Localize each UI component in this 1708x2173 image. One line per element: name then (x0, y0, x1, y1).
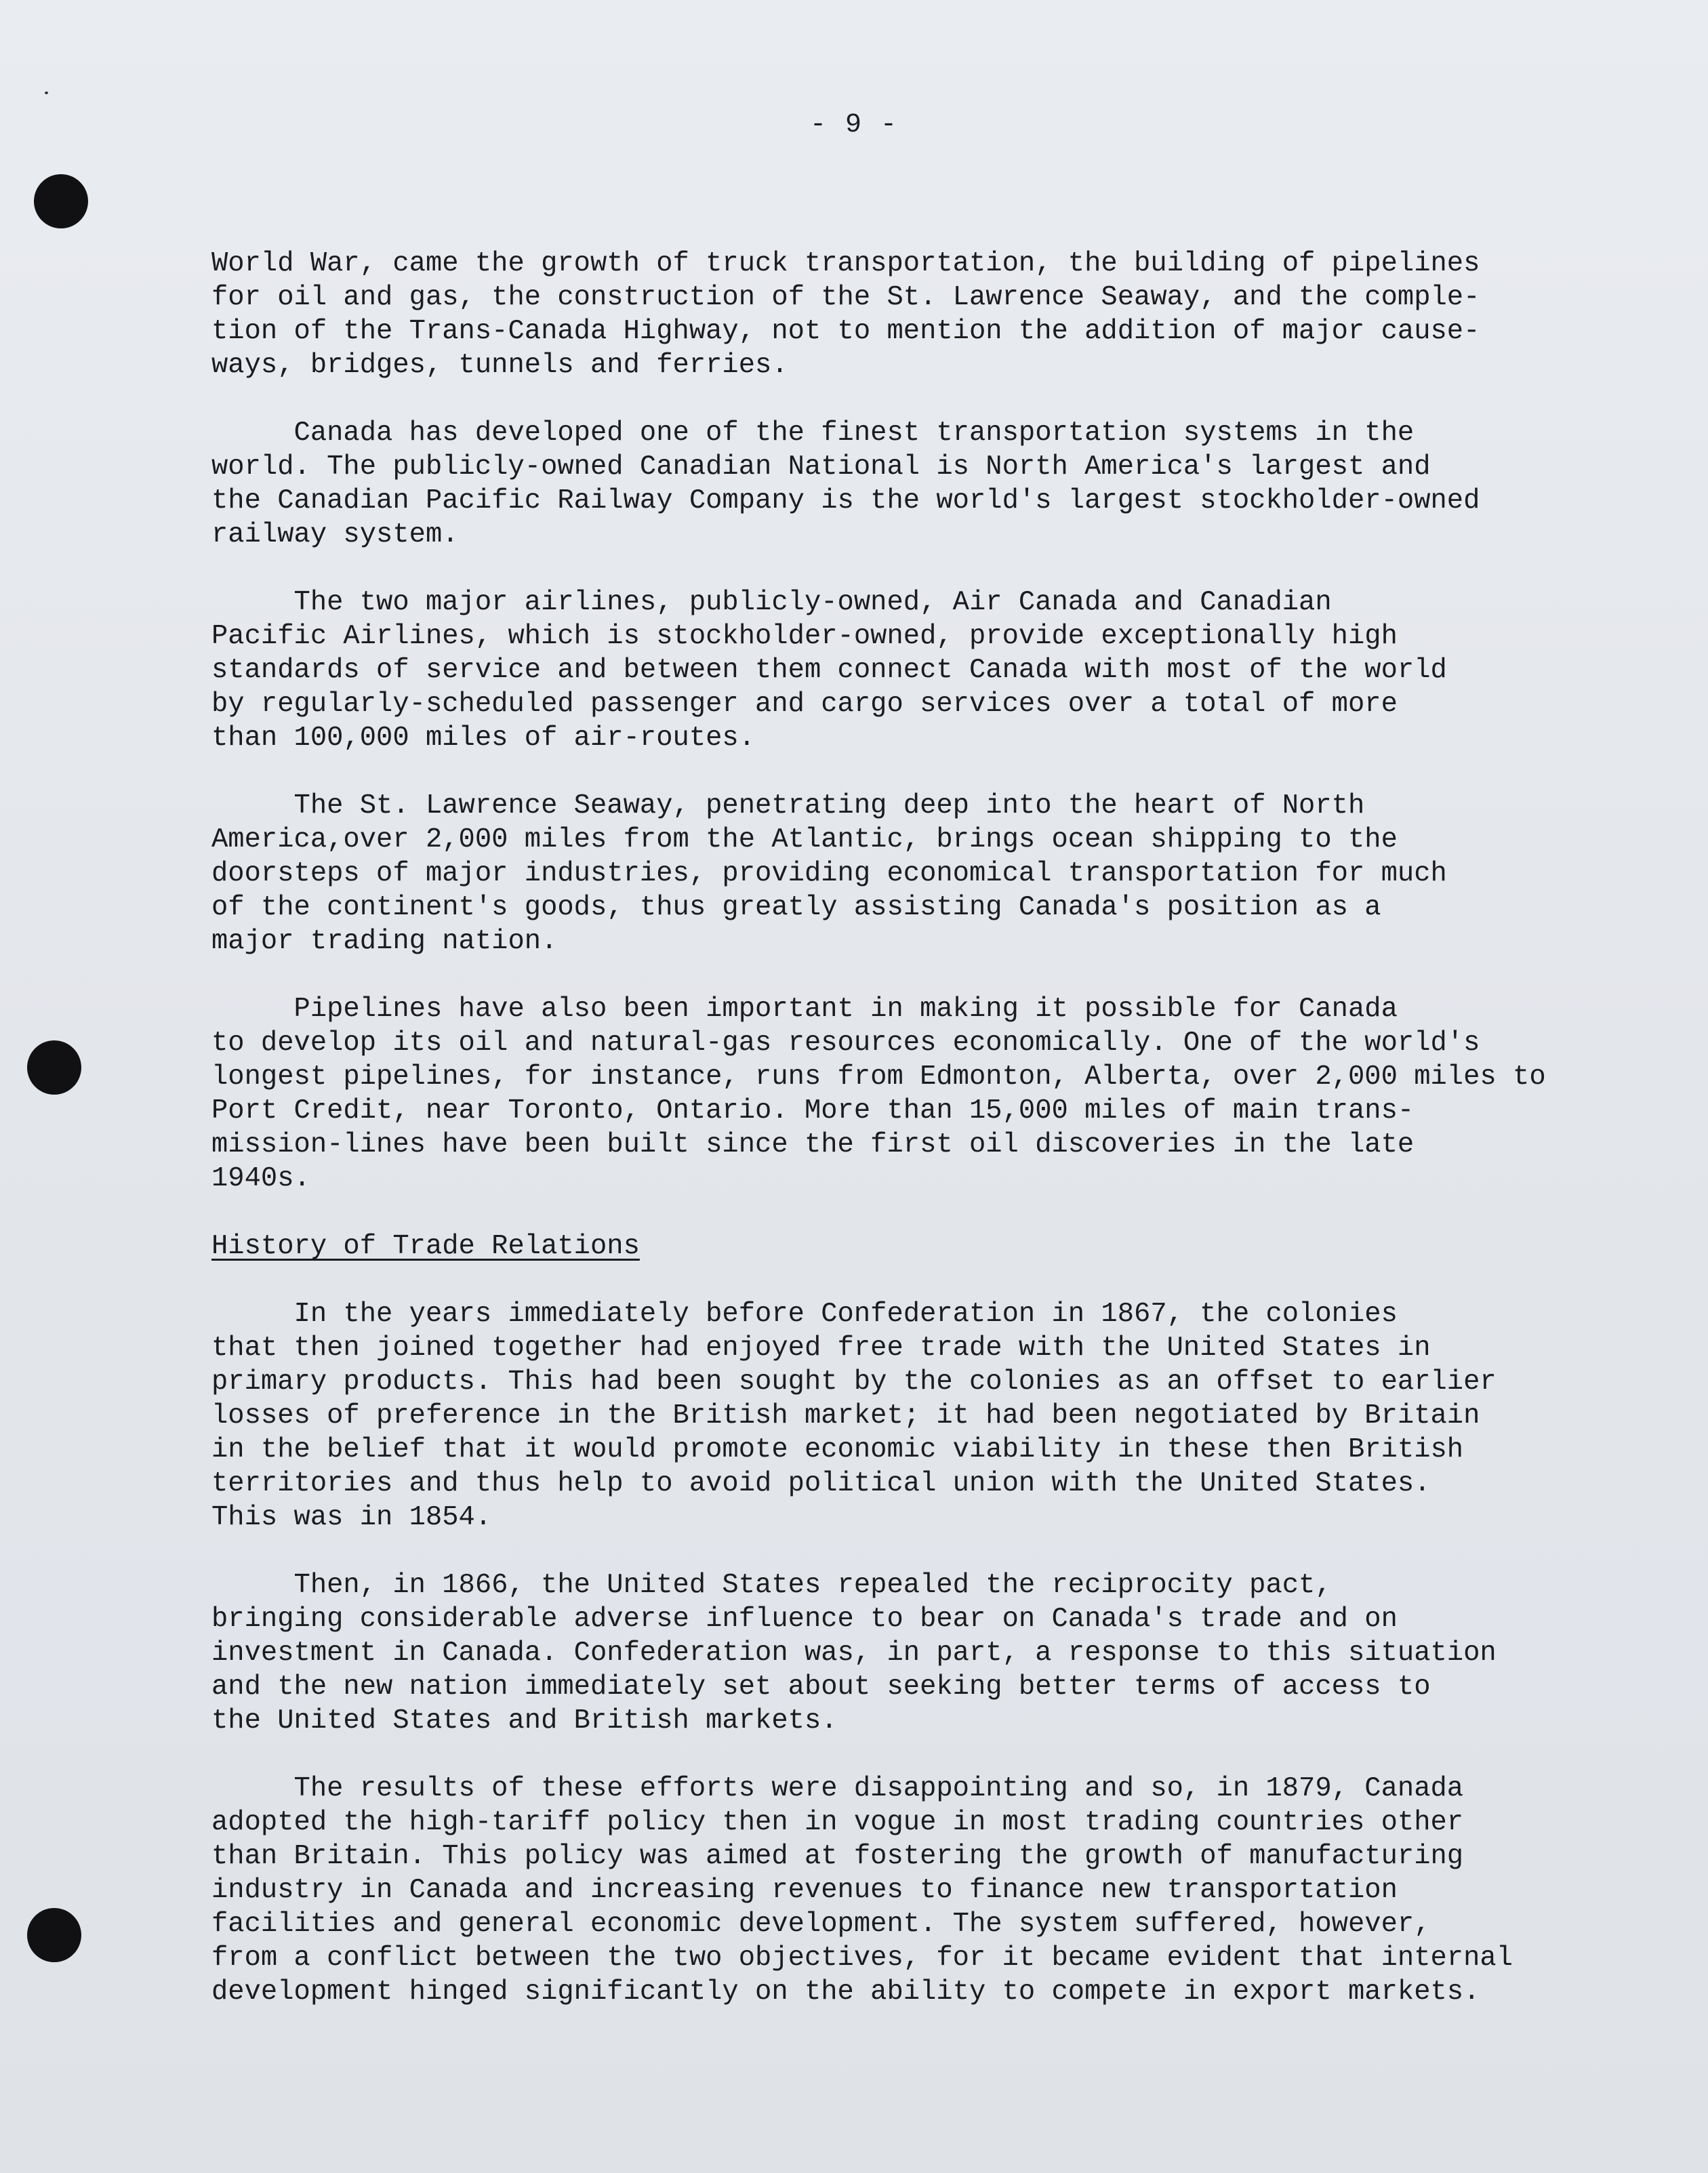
text-line: World War, came the growth of truck transportation, the building of pipelines (211, 248, 1480, 279)
text-line: primary products. This had been sought by the colonies as an offset to earlier (211, 1366, 1497, 1398)
text-line: standards of service and between them connect Canada with most of the world (211, 655, 1447, 686)
text-line: Then, in 1866, the United States repealed the reciprocity pact, (211, 1570, 1332, 1601)
text-line: This was in 1854. (211, 1502, 492, 1533)
text-line: losses of preference in the British market; it had been negotiated by Britain (211, 1400, 1480, 1431)
binder-hole-middle (27, 1040, 81, 1095)
text-line: railway system. (211, 519, 459, 550)
text-line: doorsteps of major industries, providing economical transportation for much (211, 858, 1447, 889)
text-line: In the years immediately before Confederation in 1867, the colonies (211, 1299, 1398, 1330)
text-line: bringing considerable adverse influence to bear on Canada's trade and on (211, 1604, 1398, 1635)
text-line: investment in Canada. Confederation was, in part, a response to this situation (211, 1638, 1497, 1669)
text-line: development hinged significantly on the ability to compete in export markets. (211, 1976, 1480, 2008)
page-number: - 9 - (809, 110, 899, 140)
paragraph (211, 1772, 1621, 2009)
text-line: the Canadian Pacific Railway Company is the world's largest stockholder-owned (211, 485, 1480, 516)
text-line: tion of the Trans-Canada Highway, not to mention the addition of major cause- (211, 316, 1480, 347)
body-text (211, 247, 1621, 2009)
binder-hole-top (34, 174, 88, 228)
text-line: territories and thus help to avoid political union with the United States. (211, 1468, 1431, 1499)
text-line: and the new nation immediately set about seeking better terms of access to (211, 1671, 1431, 1703)
text-line: ways, bridges, tunnels and ferries. (211, 350, 788, 381)
text-line: facilities and general economic development. The system suffered, however, (211, 1909, 1431, 1940)
text-line: the United States and British markets. (211, 1705, 838, 1737)
text-line: from a conflict between the two objectives, for it became evident that internal (211, 1943, 1513, 1974)
text-line: of the continent's goods, thus greatly assisting Canada's position as a (211, 892, 1381, 923)
text-line: The St. Lawrence Seaway, penetrating deep into the heart of North (211, 790, 1365, 821)
text-line: Port Credit, near Toronto, Ontario. More than 15,000 miles of main trans- (211, 1095, 1415, 1126)
paper-speck (45, 92, 48, 94)
text-line: in the belief that it would promote economic viability in these then British (211, 1434, 1464, 1465)
text-line: than Britain. This policy was aimed at fostering the growth of manufacturing (211, 1841, 1464, 1872)
text-line: major trading nation. (211, 926, 558, 957)
paragraph (211, 1297, 1621, 1535)
text-line: world. The publicly-owned Canadian National is North America's largest and (211, 451, 1431, 483)
text-line: that then joined together had enjoyed free trade with the United States in (211, 1333, 1431, 1364)
text-line: for oil and gas, the construction of the St. Lawrence Seaway, and the comple- (211, 282, 1480, 313)
text-line: to develop its oil and natural-gas resources economically. One of the world's (211, 1028, 1480, 1059)
binder-hole-bottom (27, 1908, 81, 1962)
paragraph (211, 247, 1621, 382)
text-line: than 100,000 miles of air-routes. (211, 723, 756, 754)
paragraph (211, 789, 1621, 958)
section-heading: History of Trade Relations (211, 1231, 640, 1262)
paragraph (211, 586, 1621, 755)
text-line: America,over 2,000 miles from the Atlantic, brings ocean shipping to the (211, 824, 1398, 855)
paragraph (211, 992, 1621, 1196)
text-line: longest pipelines, for instance, runs from Edmonton, Alberta, over 2,000 miles to (211, 1061, 1546, 1093)
text-line: Pacific Airlines, which is stockholder-owned, provide exceptionally high (211, 621, 1398, 652)
text-line: mission-lines have been built since the first oil discoveries in the late (211, 1129, 1415, 1160)
text-line: 1940s. (211, 1163, 310, 1194)
text-line: by regularly-scheduled passenger and cargo services over a total of more (211, 689, 1398, 720)
text-line: industry in Canada and increasing revenues to finance new transportation (211, 1875, 1398, 1906)
paragraph-group-trade-relations (211, 1297, 1621, 2009)
text-line: The two major airlines, publicly-owned, Air Canada and Canadian (211, 587, 1332, 618)
text-line: Pipelines have also been important in making it possible for Canada (211, 994, 1398, 1025)
paragraph (211, 1568, 1621, 1738)
paragraph-group-transportation (211, 247, 1621, 1196)
paragraph (211, 416, 1621, 552)
text-line: Canada has developed one of the finest transportation systems in the (211, 418, 1415, 449)
text-line: adopted the high-tariff policy then in vogue in most trading countries other (211, 1807, 1464, 1838)
text-line: The results of these efforts were disappointing and so, in 1879, Canada (211, 1773, 1464, 1804)
